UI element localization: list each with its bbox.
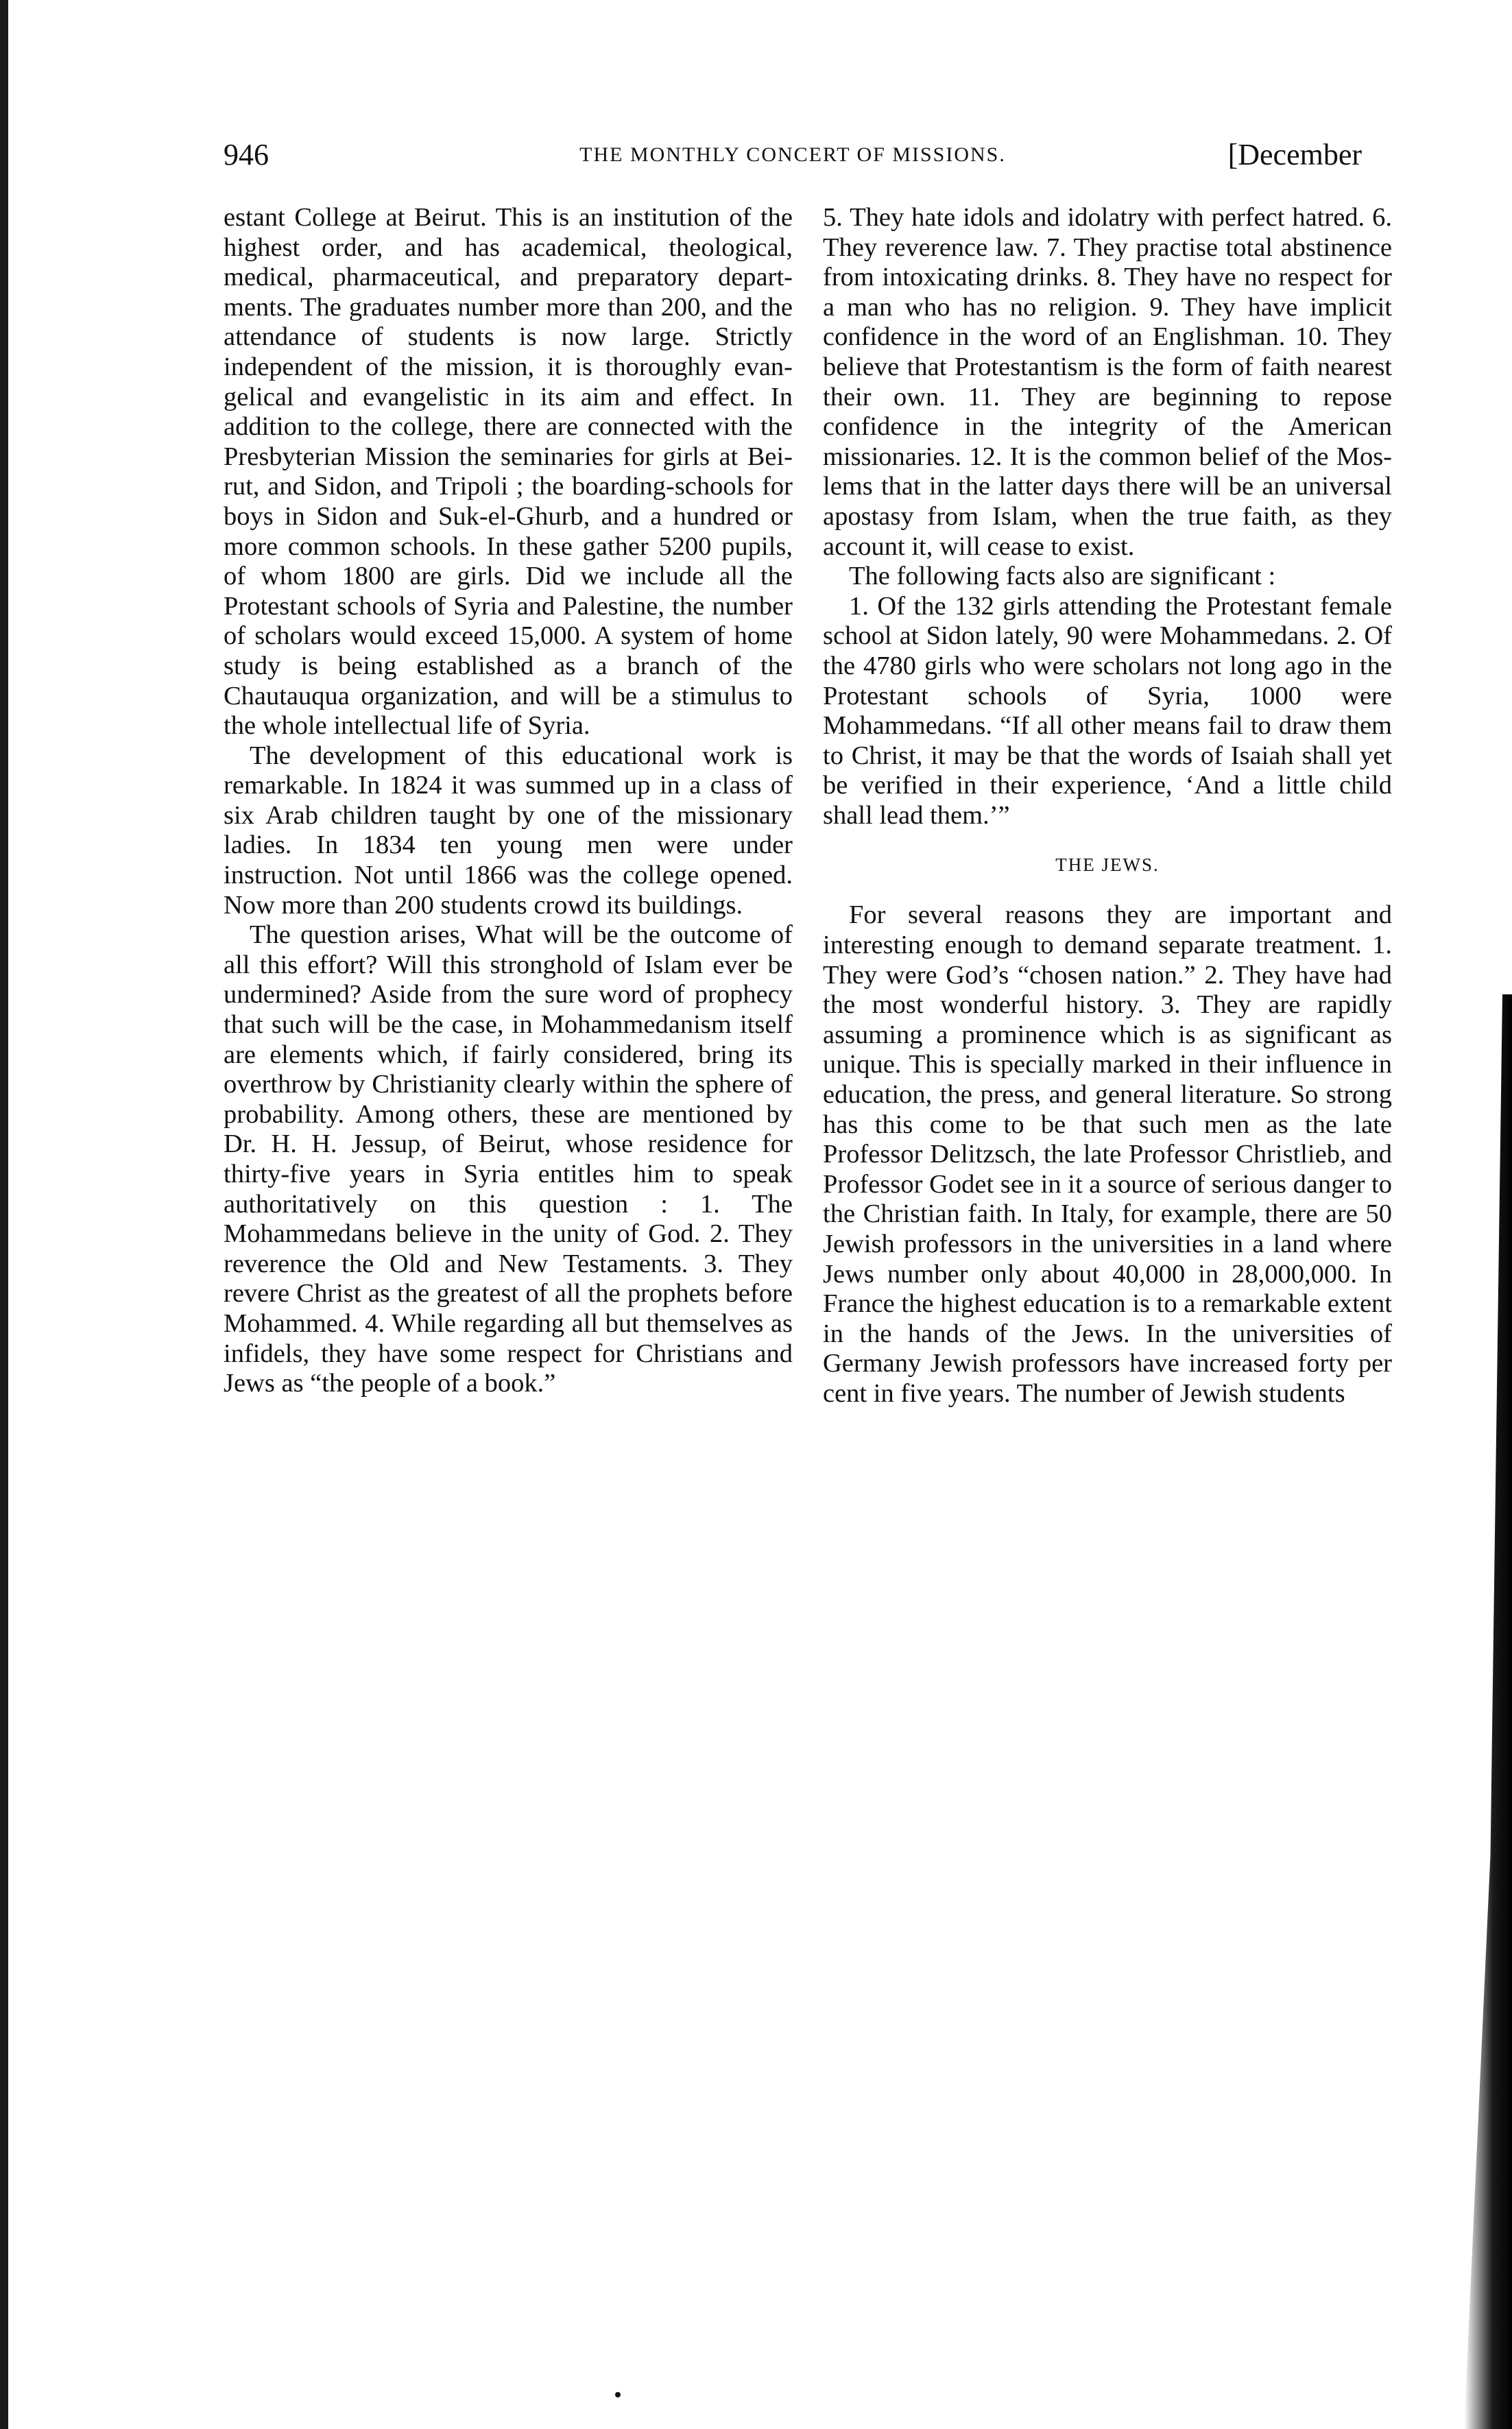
issue-month: [December [1227, 138, 1362, 171]
section-heading: THE JEWS. [1055, 854, 1160, 876]
paragraph: For several reasons they are important and interesting enough to demand separate treatment. 1. They were God’s “chosen nation.” 2. They have had the most wonderful history. 3. They are rapidly assuming a prominence which is as significant as unique. This is specially marked in their influence in education, the press, and general literature. So strong has this come to be that such men as the late Professor Delitzsch, the late Professor Christlieb, and Professor Godet see in it a source of serious danger to the Christian faith. In Italy, for example, there are 50 Jewish professors in the universities in a land where Jews number only about 40,000 in 28,000,000. In France the highest education is to a remarkable extent in the hands of the Jews. In the universities of Germany Jewish professors have increased forty per cent in five years. The number of Jewish students [823, 900, 1392, 1408]
page-gutter-shadow [0, 0, 8, 2429]
journal-title: THE MONTHLY CONCERT OF MISSIONS. [579, 143, 1006, 166]
running-head [224, 134, 1362, 176]
paragraph: The development of this educational work is remarkable. In 1824 it was summed up in a class of six Arab children taught by one of the missionary ladies. In 1834 ten young men were under instruction. Not until 1866 was the college opened. Now more than 200 students crowd its buildings. [224, 741, 793, 920]
page-number: 946 [224, 138, 269, 171]
paragraph: 1. Of the 132 girls attending the Protestant female school at Sidon lately, 90 were Mohammedans. 2. Of the 4780 girls who were scholars not long ago in the Protestant schools of Syria, 1000 were Mohammedans. “If all other means fail to draw them to Christ, it may be that the words of Isaiah shall yet be verified in their experience, ‘And a little child shall lead them.’” [823, 591, 1392, 830]
paragraph: estant College at Beirut. This is an institution of the highest order, and has academical, theological, medical, pharmaceutical, and preparatory departments. The graduates number more than 200, and the attendance of students is now large. Strictly independent of the mission, it is thoroughly evangelical and evangelistic in its aim and effect. In addition to the college, there are connected with the Presbyterian Mission the seminaries for girls at Beirut, and Sidon, and Tripoli ; the boarding-schools for boys in Sidon and Suk-el-Ghurb, and a hundred or more common schools. In these gather 5200 pupils, of whom 1800 are girls. Did we include all the Protestant schools of Syria and Palestine, the number of scholars would exceed 15,000. A system of home study is being established as a branch of the Chautauqua organization, and will be a stimulus to the whole intellectual life of Syria. [224, 203, 793, 741]
printer-mark [615, 2392, 621, 2397]
paragraph: The following facts also are significant : [849, 562, 1276, 591]
right-column [823, 203, 1392, 1409]
paragraph: The question arises, What will be the outcome of all this effort? Will this stronghold of Islam ever be undermined? Aside from the sure word of prophecy that such will be the case, in Mohammedanism itself are elements which, if fairly considered, bring its overthrow by Christianity clearly within the sphere of probability. Among others, these are mentioned by Dr. H. H. Jessup, of Beirut, whose residence for thirty-five years in Syria entitles him to speak authoritatively on this question : 1. The Mohammedans believe in the unity of God. 2. They reverence the Old and New Testaments. 3. They revere Christ as the greatest of all the prophets before Mohammed. 4. While regarding all but themselves as infidels, they have some respect for Christians and Jews as “the people of a book.” [224, 920, 793, 1398]
left-column [224, 203, 793, 1399]
paragraph: 5. They hate idols and idolatry with perfect hatred. 6. They reverence law. 7. They practise total abstinence from intoxicating drinks. 8. They have no respect for a man who has no religion. 9. They have implicit confidence in the word of an Englishman. 10. They believe that Protestantism is the form of faith nearest their own. 11. They are beginning to repose confidence in the integrity of the American missionaries. 12. It is the common belief of the Moslems that in the latter days there will be an universal apostasy from Islam, when the true faith, as they account it, will cease to exist. [823, 203, 1392, 561]
page-edge-shadow [1464, 994, 1512, 2429]
